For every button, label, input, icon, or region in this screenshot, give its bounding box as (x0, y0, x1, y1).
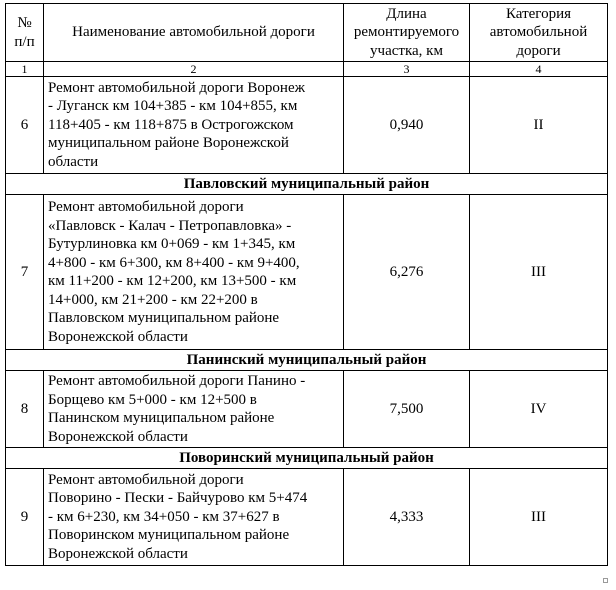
road-name: Ремонт автомобильной дороги «Павловск - Калач - Петропавловка» - Бутурлиновка км 0+069 - км 1+345, км 4+800 - км 6+300, км 8+400 - км 9+400, км 11+200 - км 12+200, км 13+500 - км 14+000, км 21+200 - км 22+200 в Павловском муниципальном районе Воронежской области (44, 195, 344, 350)
road-repair-table (5, 3, 608, 566)
district-row (6, 174, 608, 195)
table-row (6, 195, 608, 350)
column-number: 4 (470, 62, 608, 77)
header-road-name: Наименование автомобильной дороги (44, 4, 344, 62)
row-number: 9 (6, 469, 44, 566)
road-name: Ремонт автомобильной дороги Воронеж - Луганск км 104+385 - км 104+855, км 118+405 - км 118+875 в Острогожском муниципальном районе Воронежской области (44, 77, 344, 174)
road-category: II (470, 77, 608, 174)
table-row (6, 469, 608, 566)
road-length: 0,940 (344, 77, 470, 174)
district-name: Павловский муниципальный район (6, 174, 608, 195)
table-row (6, 77, 608, 174)
road-length: 7,500 (344, 371, 470, 448)
header-category: Категория автомобильной дороги (470, 4, 608, 62)
header-length: Длина ремонтируемого участка, км (344, 4, 470, 62)
table-header-row (6, 4, 608, 62)
row-number: 8 (6, 371, 44, 448)
district-name: Панинский муниципальный район (6, 350, 608, 371)
table-end-marker (603, 578, 608, 583)
district-name: Поворинский муниципальный район (6, 448, 608, 469)
column-number: 1 (6, 62, 44, 77)
column-numbers-row (6, 62, 608, 77)
road-length: 6,276 (344, 195, 470, 350)
row-number: 6 (6, 77, 44, 174)
road-name: Ремонт автомобильной дороги Поворино - Пески - Байчурово км 5+474 - км 6+230, км 34+050 - км 37+627 в Поворинском муниципальном районе Воронежской области (44, 469, 344, 566)
header-number: № п/п (6, 4, 44, 62)
column-number: 2 (44, 62, 344, 77)
road-name: Ремонт автомобильной дороги Панино - Борщево км 5+000 - км 12+500 в Панинском муниципальном районе Воронежской области (44, 371, 344, 448)
table-row (6, 371, 608, 448)
district-row (6, 350, 608, 371)
road-category: III (470, 195, 608, 350)
column-number: 3 (344, 62, 470, 77)
district-row (6, 448, 608, 469)
row-number: 7 (6, 195, 44, 350)
road-length: 4,333 (344, 469, 470, 566)
road-category: IV (470, 371, 608, 448)
road-category: III (470, 469, 608, 566)
